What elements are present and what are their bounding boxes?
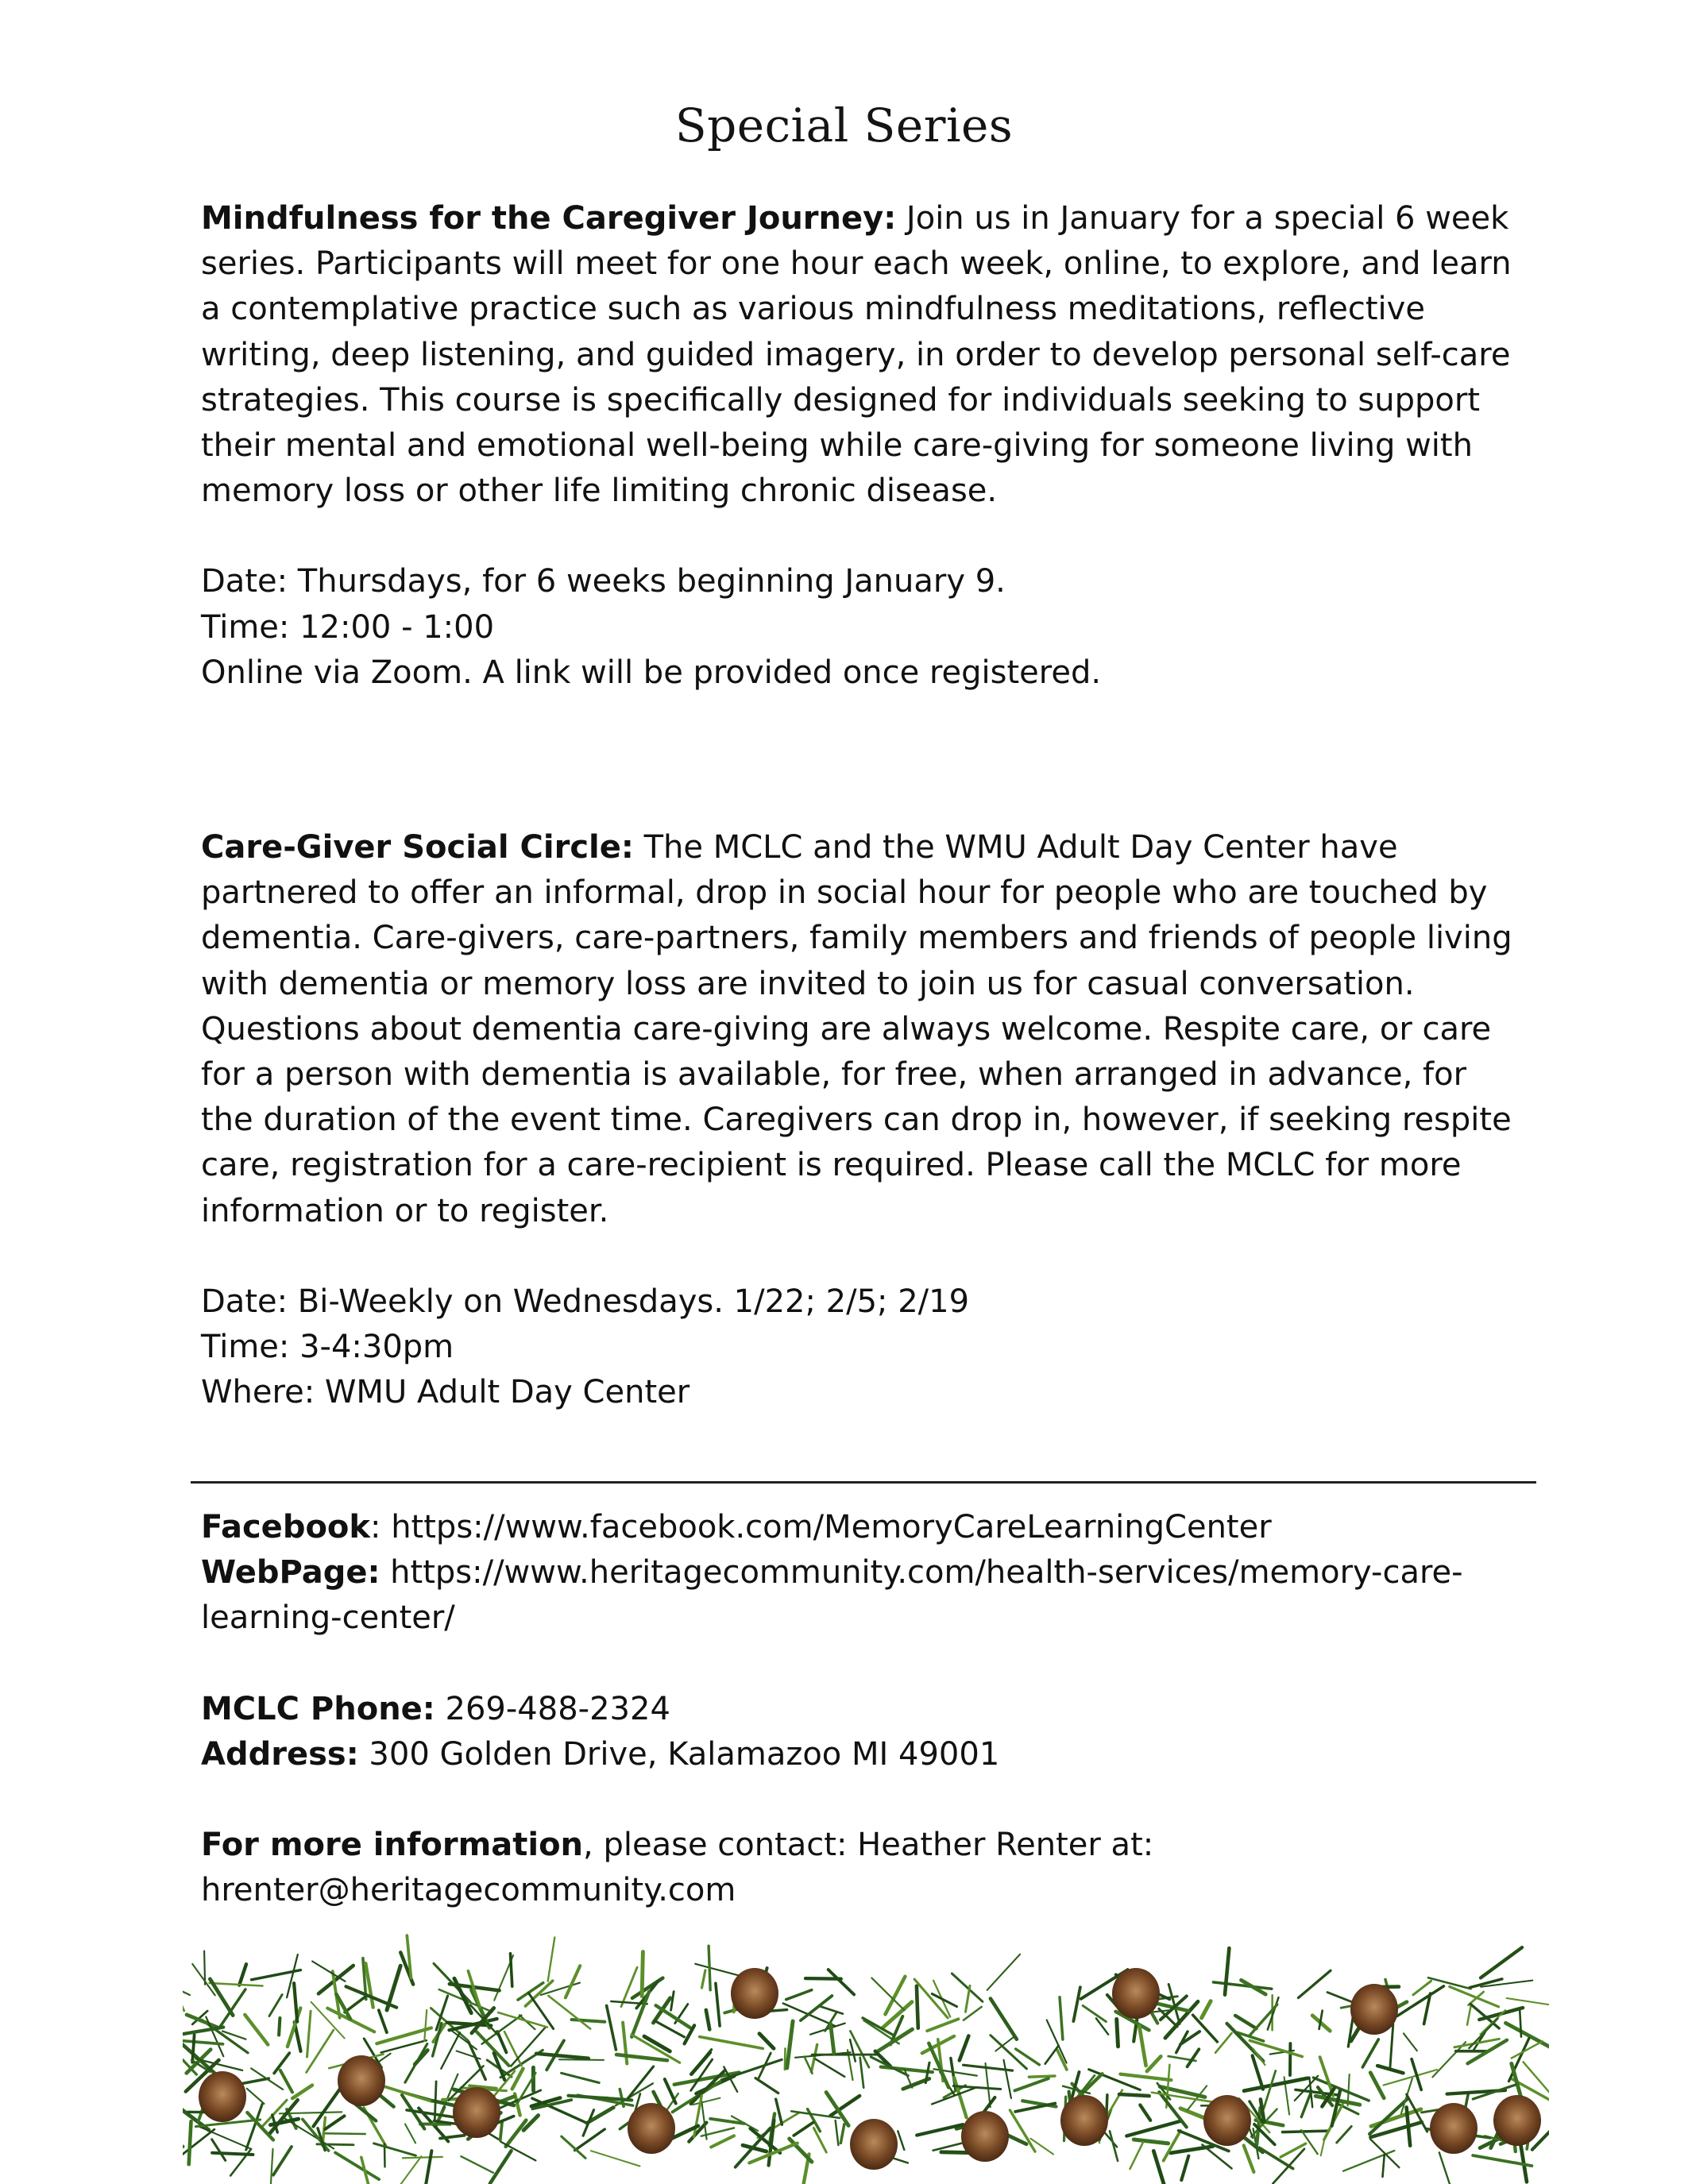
- pine-needle: [210, 1983, 263, 1986]
- pinecone: [1350, 1984, 1398, 2035]
- pine-needle: [469, 2042, 485, 2079]
- detail-time: Time: 3-4:30pm: [201, 1329, 454, 1366]
- pine-needle: [790, 2139, 812, 2162]
- pine-needle: [1343, 2151, 1394, 2171]
- pine-needle: [1469, 2019, 1497, 2048]
- pine-needle: [335, 2153, 379, 2180]
- address-value: 300 Golden Drive, Kalamazoo MI 49001: [358, 1735, 1000, 1773]
- pine-needle: [591, 2151, 640, 2166]
- pine-needle: [566, 1966, 580, 1997]
- pine-needle: [189, 2121, 191, 2164]
- page-title: Special Series: [674, 98, 1014, 152]
- pine-needle: [269, 1995, 282, 2016]
- pine-needle: [1299, 1970, 1331, 1997]
- pine-needle: [1083, 2005, 1106, 2021]
- pine-needle: [655, 2020, 684, 2037]
- detail-date: Date: Thursdays, for 6 weeks beginning January 9.: [201, 563, 1006, 600]
- pine-needle: [562, 2073, 600, 2082]
- pine-needle: [1467, 2007, 1470, 2025]
- pine-needle: [1119, 2094, 1149, 2096]
- pine-needle: [616, 2055, 667, 2060]
- pine-needle: [1147, 2056, 1161, 2071]
- pine-needle: [498, 2012, 547, 2028]
- pine-needle: [1383, 2155, 1385, 2177]
- phone-value: 269-488-2324: [435, 1690, 670, 1727]
- pine-needle: [1153, 2151, 1164, 2184]
- pine-needle: [279, 2018, 280, 2035]
- pine-needle: [954, 2078, 967, 2118]
- pine-needle: [1524, 2062, 1550, 2100]
- pine-needle: [251, 2068, 283, 2089]
- series-mindfulness: [201, 196, 1520, 696]
- pine-needle: [829, 1970, 854, 1994]
- pine-needle: [1481, 1947, 1522, 1978]
- pine-needle: [1520, 2010, 1521, 2037]
- pine-needle: [1134, 2140, 1168, 2143]
- pine-needle: [183, 1991, 184, 2011]
- pine-needle: [816, 2059, 845, 2077]
- pine-needle: [247, 2089, 265, 2104]
- pine-needle: [1337, 2126, 1352, 2143]
- pine-needle: [1193, 2015, 1218, 2042]
- pine-needle: [805, 1978, 841, 1979]
- pine-needle: [199, 2127, 250, 2149]
- pine-needle: [1509, 2039, 1529, 2082]
- pine-needle: [1439, 2152, 1452, 2184]
- pine-needle: [711, 2136, 734, 2147]
- pine-needle: [1130, 2142, 1144, 2169]
- pine-needle: [917, 1986, 918, 2028]
- pinecone: [199, 2071, 246, 2122]
- pinecone: [338, 2055, 385, 2106]
- pine-needle: [271, 2149, 273, 2184]
- pine-needle: [787, 2021, 793, 2068]
- pine-needle: [323, 2133, 365, 2134]
- pinecone: [1493, 2095, 1541, 2146]
- pine-needle: [393, 2156, 421, 2184]
- pine-needle: [1073, 1987, 1080, 2021]
- pine-needle: [805, 2057, 813, 2074]
- pinecone: [1430, 2103, 1477, 2154]
- pine-needle: [706, 2010, 710, 2030]
- pine-needle: [927, 2019, 958, 2031]
- pine-needle: [794, 2123, 813, 2136]
- pine-needle: [721, 2059, 782, 2080]
- pine-needle: [1370, 2073, 1384, 2098]
- pine-needle: [898, 2131, 904, 2150]
- pine-needle: [966, 1985, 971, 2012]
- pine-needle: [755, 2078, 778, 2093]
- facebook-line: [201, 1505, 1520, 1550]
- facebook-label: Facebook: [201, 1509, 371, 1545]
- series-heading: Mindfulness for the Caregiver Journey:: [201, 200, 897, 237]
- pine-needle: [1264, 2070, 1276, 2109]
- pine-needle: [1390, 2024, 1393, 2070]
- pine-needle: [381, 2040, 427, 2052]
- pine-needle: [183, 1969, 190, 1995]
- series-details: [201, 1279, 1520, 1416]
- webpage-line: [201, 1550, 1520, 1641]
- pine-needle: [987, 1954, 1020, 1990]
- pine-needle: [709, 1946, 710, 1990]
- pine-needle: [621, 1967, 637, 2006]
- pine-needle: [245, 2015, 268, 2045]
- pine-needle: [504, 2032, 522, 2066]
- pine-needle: [881, 2067, 933, 2073]
- address-label: Address:: [201, 1735, 359, 1773]
- pine-needle: [212, 2140, 226, 2161]
- pine-needle: [426, 2151, 431, 2184]
- pine-needle: [405, 2124, 415, 2143]
- detail-location: Where: WMU Adult Day Center: [201, 1374, 690, 1411]
- address-line: [201, 1732, 1520, 1777]
- pine-needle: [461, 2156, 493, 2173]
- pine-needle: [187, 2015, 219, 2028]
- pine-needle: [1507, 1998, 1549, 2005]
- pine-needle: [511, 1954, 512, 1986]
- pine-needle: [1188, 2049, 1199, 2066]
- pine-needle: [1404, 2033, 1417, 2051]
- pine-needle: [702, 1970, 705, 1988]
- pine-needle: [607, 2005, 616, 2050]
- info-line: [201, 1823, 1520, 1913]
- pine-needle: [1045, 2046, 1059, 2064]
- pine-needle: [811, 2044, 817, 2071]
- pinecone: [731, 1968, 778, 2019]
- detail-date: Date: Bi-Weekly on Wednesdays. 1/22; 2/5; 2/19: [201, 1283, 970, 1320]
- pine-needle: [405, 2044, 427, 2083]
- pine-needle: [220, 1989, 245, 2027]
- webpage-label: WebPage:: [201, 1554, 380, 1592]
- section-divider: [191, 1481, 1536, 1484]
- pine-needle: [1413, 1981, 1431, 1994]
- pine-needle: [1203, 2145, 1232, 2169]
- pine-needle: [1202, 2001, 1211, 2018]
- pine-needle: [403, 2157, 442, 2158]
- pine-needle: [960, 2036, 969, 2061]
- pinecone: [961, 2111, 1009, 2162]
- pine-needle: [1321, 2139, 1325, 2155]
- contact-block: [201, 1505, 1520, 1913]
- pine-needle: [700, 2037, 763, 2049]
- pine-needle: [1214, 1982, 1272, 1989]
- pine-needle: [840, 2124, 844, 2143]
- series-heading: Care-Giver Social Circle:: [201, 829, 634, 866]
- pine-needle: [1225, 1948, 1229, 1995]
- pine-needle: [871, 2057, 908, 2076]
- pine-needle: [1126, 2121, 1180, 2136]
- pine-needle: [212, 2153, 253, 2155]
- phone-line: [201, 1687, 1520, 1732]
- pine-needle: [1235, 2016, 1257, 2028]
- pine-needle: [1164, 2131, 1180, 2161]
- pine-needle: [786, 1990, 812, 2000]
- series-description: [201, 196, 1520, 514]
- phone-label: MCLC Phone:: [201, 1690, 435, 1727]
- pine-needle: [850, 2039, 856, 2061]
- pine-needle: [671, 1992, 674, 2011]
- pine-needle: [759, 2034, 774, 2049]
- info-label: For more information: [201, 1827, 584, 1864]
- webpage-link[interactable]: https://www.heritagecommunity.com/health-services/memory-care-learning-center/: [201, 1554, 1463, 1637]
- pine-needle: [776, 2099, 782, 2124]
- pine-needle: [1244, 2146, 1254, 2172]
- pine-needle: [572, 2020, 605, 2022]
- pine-needle: [536, 2054, 589, 2059]
- pine-needle: [819, 2006, 843, 2014]
- pine-needle: [759, 2053, 771, 2078]
- pine-needle: [548, 1996, 590, 2029]
- pine-needle: [490, 2151, 512, 2183]
- pine-needle: [1029, 2076, 1055, 2077]
- pine-needle: [435, 2082, 436, 2120]
- pine-needle: [559, 2059, 604, 2060]
- pinecone: [453, 2087, 500, 2138]
- pine-needle: [1432, 2042, 1466, 2077]
- pine-needle: [1181, 2156, 1188, 2180]
- pine-needle: [1120, 2074, 1171, 2081]
- pine-needle: [991, 1999, 1017, 2039]
- pine-needle: [1139, 2026, 1145, 2066]
- pine-needle: [192, 2035, 194, 2062]
- pine-needle: [1140, 2105, 1150, 2120]
- pine-needle: [562, 2136, 585, 2158]
- pinecone: [850, 2119, 898, 2170]
- pine-needle: [1450, 1987, 1499, 2007]
- series-body: The MCLC and the WMU Adult Day Center have partnered to offer an informal, drop in social hour for people who are touched by dementia. Care-givers, care-partners, family members and friends of people living with dementia or memory loss are invited to join us for casual conversation. Questions about dementia care-giving are always welcome. Respite care, or care for a person with dementia is available, for free, when arranged in advance, for the duration of the event time. Caregivers can drop in, however, if seeking respite care, registration for a care-recipient is required. Please call the MCLC for more information or to register.: [201, 829, 1512, 1229]
- pine-needle: [307, 2011, 311, 2057]
- detail-time: Time: 12:00 - 1:00: [201, 608, 495, 646]
- pine-needle: [933, 2143, 962, 2151]
- series-description: [201, 825, 1520, 1234]
- pine-needle: [986, 2063, 991, 2107]
- pine-needle: [1015, 2078, 1049, 2090]
- pinecone: [628, 2103, 675, 2154]
- pinecone: [1112, 1968, 1160, 2019]
- facebook-link[interactable]: : https://www.facebook.com/MemoryCareLearningCenter: [370, 1509, 1272, 1545]
- pine-garland-with-pinecones-icon: [183, 1922, 1549, 2184]
- pine-needle: [1060, 1997, 1063, 2039]
- pine-needle: [294, 1983, 297, 2022]
- series-social-circle: [201, 825, 1520, 1415]
- pine-needle: [379, 2010, 387, 2032]
- pine-needle: [325, 2116, 344, 2129]
- pine-needle: [1283, 2131, 1329, 2132]
- pine-needle: [716, 1983, 720, 2026]
- pine-needle: [1301, 2091, 1311, 2117]
- pine-needle: [374, 2143, 416, 2155]
- pine-needle: [860, 2058, 864, 2088]
- series-details: [201, 559, 1520, 696]
- pinecone: [1060, 2095, 1108, 2146]
- pine-needle: [1004, 2060, 1011, 2098]
- pine-needle: [1506, 2023, 1550, 2051]
- pine-needle: [701, 2100, 707, 2140]
- pine-needle: [500, 2123, 502, 2140]
- pine-needle: [345, 1996, 366, 2012]
- pinecone: [1203, 2095, 1251, 2146]
- pine-needle: [1362, 2039, 1378, 2067]
- pine-needle: [1117, 2019, 1118, 2046]
- pine-needle: [575, 2129, 605, 2151]
- info-contact-text: , please contact: Heather Renter at: hrenter@heritagecommunity.com: [201, 1827, 1154, 1909]
- pine-needle: [424, 2010, 427, 2041]
- pine-needle: [239, 1964, 246, 1985]
- pine-needle: [365, 1963, 373, 2008]
- pine-needle: [506, 2120, 527, 2147]
- pine-needle: [836, 2120, 839, 2145]
- detail-location: Online via Zoom. A link will be provided once registered.: [201, 654, 1102, 691]
- pine-needle: [183, 2129, 214, 2155]
- pine-needle: [273, 2147, 292, 2175]
- pine-needle: [642, 1952, 643, 1997]
- pine-needle: [1010, 2110, 1035, 2151]
- pine-needle: [307, 2030, 334, 2073]
- pine-needle: [548, 1938, 555, 1981]
- pine-needle: [292, 2086, 312, 2099]
- pine-needle: [826, 2093, 848, 2126]
- pine-needle: [785, 2048, 786, 2070]
- series-body: Join us in January for a special 6 week series. Participants will meet for one hour each week, online, to explore, and learn a contemplative practice such as various mindfulness meditations, reflective writing, deep listening, and guided imagery, in order to develop personal self-care strategies. This course is specifically designed for individuals seeking to support their mental and emotional well-being while care-giving for someone living with memory loss or other life limiting chronic disease.: [201, 200, 1512, 510]
- pine-needle: [691, 2052, 710, 2074]
- pine-needle: [831, 2024, 834, 2053]
- pine-needle: [312, 1962, 345, 1981]
